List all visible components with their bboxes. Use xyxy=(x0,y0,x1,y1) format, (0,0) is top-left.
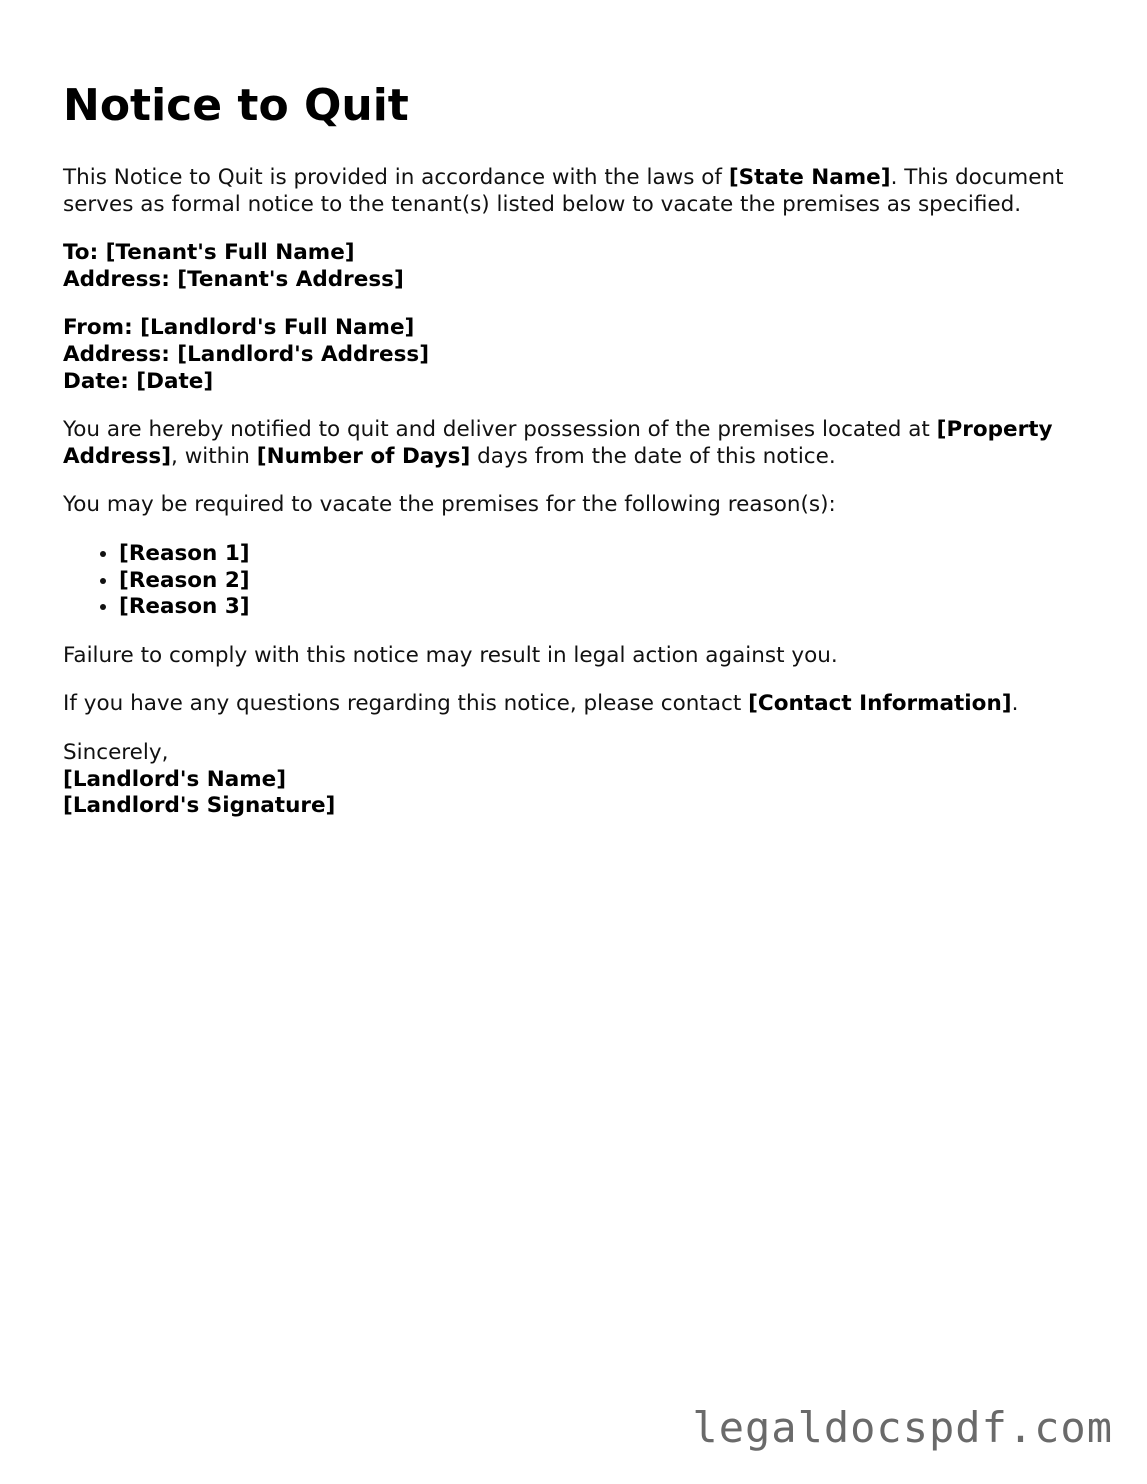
landlord-signature-signoff: [Landlord's Signature] xyxy=(63,793,336,819)
intro-paragraph xyxy=(63,165,1083,218)
reasons-list xyxy=(63,541,1083,621)
reason-3: [Reason 3] xyxy=(119,594,250,620)
closing-block xyxy=(63,740,1083,820)
document-page xyxy=(63,78,1083,842)
contact-paragraph xyxy=(63,691,1083,718)
landlord-address-line: Address: [Landlord's Address] xyxy=(63,341,430,367)
recipient-block xyxy=(63,240,1083,293)
date-line: Date: [Date] xyxy=(63,368,214,394)
list-item xyxy=(119,568,1083,595)
reason-2: [Reason 2] xyxy=(119,567,250,593)
contact-information-placeholder: [Contact Information] xyxy=(748,691,1012,717)
notification-paragraph xyxy=(63,417,1083,470)
tenant-address-line: Address: [Tenant's Address] xyxy=(63,266,404,292)
contact-text-after: . xyxy=(1011,691,1019,717)
list-item xyxy=(119,541,1083,568)
number-of-days-placeholder: [Number of Days] xyxy=(256,443,471,469)
page-title: Notice to Quit xyxy=(63,80,409,131)
contact-text-before: If you have any questions regarding this notice, please contact xyxy=(63,691,749,717)
landlord-name-signoff: [Landlord's Name] xyxy=(63,766,287,792)
property-address-placeholder: [Property Address] xyxy=(63,417,1053,469)
state-name-placeholder: [State Name] xyxy=(728,165,891,190)
watermark: legaldocspdf.com xyxy=(692,1403,1113,1452)
salutation: Sincerely, xyxy=(63,739,169,765)
sender-block xyxy=(63,315,1083,395)
reason-1: [Reason 1] xyxy=(119,540,250,566)
failure-paragraph: Failure to comply with this notice may result in legal action against you. xyxy=(63,642,838,668)
intro-text-after: . This document serves as formal notice to the tenant(s) listed below to vacate the premises as specified. xyxy=(63,165,1064,217)
landlord-name-line: From: [Landlord's Full Name] xyxy=(63,315,415,341)
notification-text-after: days from the date of this notice. xyxy=(470,443,836,469)
notification-text-middle: , within xyxy=(171,443,257,469)
list-item xyxy=(119,594,1083,621)
reasons-intro: You may be required to vacate the premises for the following reason(s): xyxy=(63,492,836,518)
notification-text-before: You are hereby notified to quit and deliver possession of the premises located at xyxy=(63,417,937,443)
tenant-name-line: To: [Tenant's Full Name] xyxy=(63,240,355,266)
intro-text-before: This Notice to Quit is provided in accordance with the laws of xyxy=(63,165,729,190)
